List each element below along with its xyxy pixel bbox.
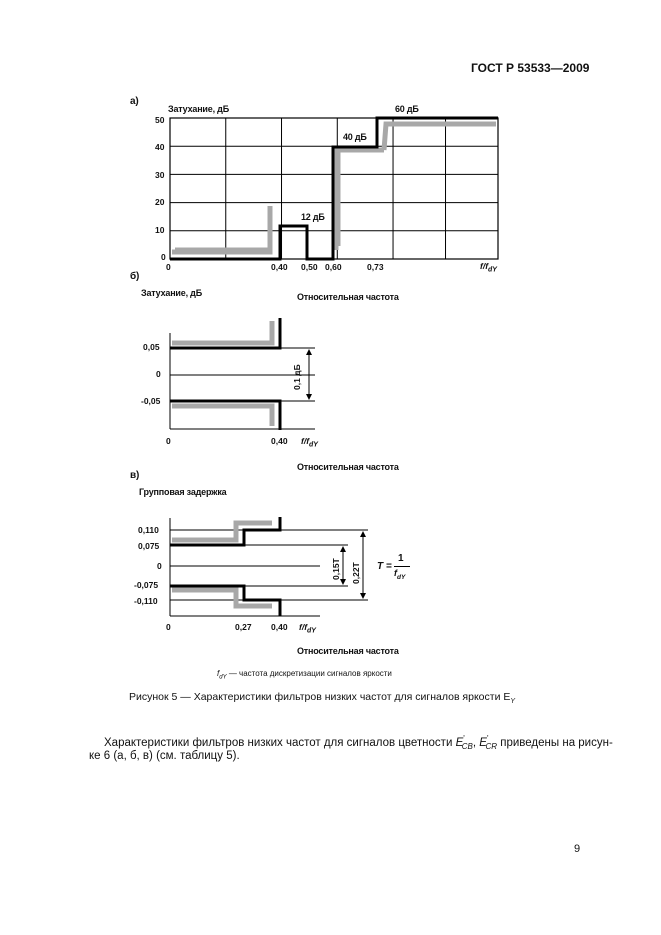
chart-a-annotation-40db: 40 дБ xyxy=(343,132,367,142)
chart-c-dimension-outer: 0,22T xyxy=(351,562,361,584)
chart-c-xtick: 0,40 xyxy=(271,622,288,632)
chart-a-ytick: 0 xyxy=(161,252,166,262)
body-paragraph-line-1: Характеристики фильтров низких частот для сигналов цветности $E'_{CB}$, $E'_{CR}$ приведены на рисун- xyxy=(104,734,613,752)
page-number: 9 xyxy=(574,843,581,855)
chart-c-ytick: 0,075 xyxy=(138,541,160,551)
chart-a-ytick: 20 xyxy=(155,197,165,207)
chart-a-ytick: 10 xyxy=(155,225,165,235)
chart-b-xlabel: $f/f_{dY}$ xyxy=(301,436,318,449)
chart-a-xtick: 0,73 xyxy=(367,262,384,272)
chart-c-dimension-inner: 0,15T xyxy=(331,558,341,580)
panel-label-c: в) xyxy=(130,470,140,481)
chart-b-xtick: 0 xyxy=(166,436,171,446)
chart-c-formula-lhs: T = xyxy=(377,561,392,572)
chart-b-xtick: 0,40 xyxy=(271,436,288,446)
chart-c-formula-fraction-bar xyxy=(394,566,410,567)
chart-c-ytick: 0,110 xyxy=(138,525,159,535)
chart-c-formula-denominator: $f_{dY}$ xyxy=(394,568,406,581)
chart-a-ytick: 50 xyxy=(155,115,165,125)
chart-a-xlabel: $f/f_{dY}$ xyxy=(480,261,497,274)
chart-c-bottom-label: Относительная частота xyxy=(297,646,399,656)
chart-a-ytick: 40 xyxy=(155,142,165,152)
chart-a-xtick: 0,60 xyxy=(325,262,342,272)
chart-b-ytick: 0,05 xyxy=(143,342,160,352)
panel-label-b: б) xyxy=(130,271,140,282)
chart-a-ytick: 30 xyxy=(155,170,165,180)
chart-a-annotation-60db: 60 дБ xyxy=(395,104,419,114)
chart-b-dimension-label: 0,1 дБ xyxy=(292,364,302,390)
chart-c-measured-response xyxy=(172,523,272,606)
figure-caption: Рисунок 5 — Характеристики фильтров низких частот для сигналов яркости $E_Y$ xyxy=(129,691,516,706)
chart-b-ytick: 0 xyxy=(156,369,161,379)
chart-a-ylabel: Затухание, дБ xyxy=(168,104,229,114)
chart-a-xtick: 0 xyxy=(166,262,171,272)
chart-c-ytick: 0 xyxy=(157,561,162,571)
chart-c-xtick: 0,27 xyxy=(235,622,252,632)
document-header: ГОСТ Р 53533—2009 xyxy=(471,61,590,75)
chart-b-subtitle: Относительная частота xyxy=(297,292,399,302)
chart-c-ytick: -0,075 xyxy=(134,580,159,590)
chart-b-ytick: -0,05 xyxy=(141,396,161,406)
chart-b-bottom-label: Относительная частота xyxy=(297,462,399,472)
chart-c-ytick: -0,110 xyxy=(134,596,158,606)
chart-a-annotation-12db: 12 дБ xyxy=(301,212,325,222)
chart-a-xtick: 0,40 xyxy=(271,262,288,272)
chart-a-xtick: 0,50 xyxy=(301,262,318,272)
chart-c-measured-curve xyxy=(172,523,272,606)
chart-c-ylabel: Групповая задержка xyxy=(139,487,227,497)
figure-legend: $f_{dY}$ — частота дискретизации сигналов яркости xyxy=(217,669,392,681)
chart-c-xlabel: $f/f_{dY}$ xyxy=(299,622,316,635)
chart-c-xtick: 0 xyxy=(166,622,171,632)
chart-b-ylabel: Затухание, дБ xyxy=(141,288,202,298)
panel-label-a: а) xyxy=(130,96,139,107)
body-paragraph-line-2: ке 6 (а, б, в) (см. таблицу 5). xyxy=(89,750,240,762)
chart-c-formula-numerator: 1 xyxy=(398,553,404,564)
